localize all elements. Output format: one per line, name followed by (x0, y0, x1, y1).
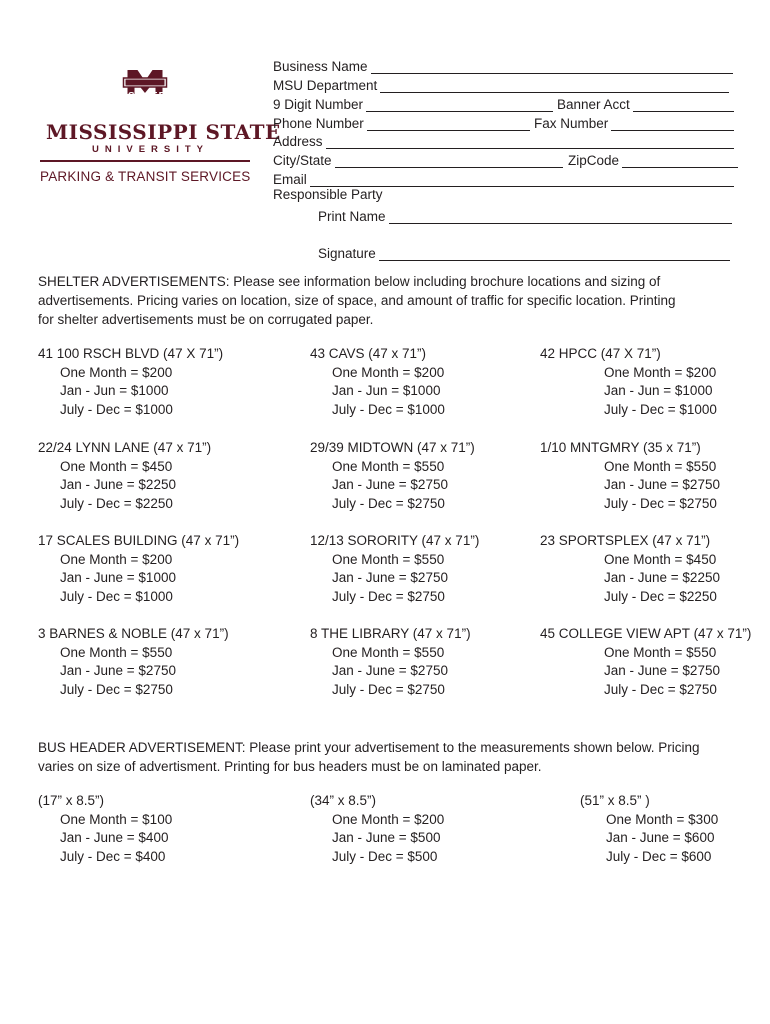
location-title: 29/39 MIDTOWN (47 x 71”) (310, 440, 475, 455)
price-line: Jan - June = $2750 (332, 663, 448, 679)
logo-divider (40, 160, 250, 162)
price-line: Jan - June = $2250 (60, 477, 176, 493)
digit-number-label: 9 Digit Number (273, 97, 364, 112)
price-line: Jan - June = $2750 (604, 663, 720, 679)
price-line: July - Dec = $1000 (604, 401, 717, 417)
price-line: One Month = $550 (332, 551, 445, 567)
price-line: One Month = $200 (60, 364, 173, 380)
location-title: 12/13 SORORITY (47 x 71”) (310, 533, 480, 548)
price-line: One Month = $200 (604, 364, 717, 380)
location-block (38, 792, 172, 866)
price-line: Jan - Jun = $1000 (60, 383, 169, 399)
location-title: 22/24 LYNN LANE (47 x 71”) (38, 440, 212, 455)
price-line: Jan - June = $400 (60, 830, 169, 846)
location-title: (17” x 8.5”) (38, 793, 105, 808)
location-block (38, 625, 229, 699)
price-line: Jan - June = $2750 (332, 477, 448, 493)
price-line: One Month = $100 (60, 811, 173, 827)
price-line: One Month = $200 (60, 551, 173, 567)
location-title: 1/10 MNTGMRY (35 x 71”) (540, 440, 701, 455)
zipcode-field[interactable] (568, 150, 738, 168)
price-line: July - Dec = $2750 (332, 681, 445, 697)
digit-number-field[interactable] (273, 94, 553, 112)
price-line: July - Dec = $2750 (604, 495, 717, 511)
price-line: One Month = $200 (332, 811, 445, 827)
price-line: One Month = $200 (332, 364, 445, 380)
location-title: 8 THE LIBRARY (47 x 71”) (310, 626, 471, 641)
price-line: One Month = $450 (60, 458, 173, 474)
address-label: Address (273, 134, 323, 149)
price-line: Jan - June = $600 (606, 830, 715, 846)
responsible-party-label: Responsible Party (273, 187, 383, 202)
price-line: July - Dec = $1000 (60, 588, 173, 604)
location-title: 3 BARNES & NOBLE (47 x 71”) (38, 626, 229, 641)
price-line: Jan - June = $2750 (332, 570, 448, 586)
location-block (540, 532, 720, 606)
price-line: Jan - June = $1000 (60, 570, 176, 586)
price-line: July - Dec = $2750 (332, 588, 445, 604)
msu-department-field[interactable] (273, 75, 729, 93)
signature-line[interactable] (379, 247, 730, 261)
email-line[interactable] (310, 173, 734, 187)
banner-acct-line[interactable] (633, 98, 734, 112)
location-title: 42 HPCC (47 X 71”) (540, 346, 661, 361)
city-state-line[interactable] (335, 154, 563, 168)
address-line[interactable] (326, 135, 734, 149)
msu-department-label: MSU Department (273, 78, 378, 93)
price-line: July - Dec = $1000 (60, 401, 173, 417)
location-block (38, 345, 223, 419)
signature-label: Signature (318, 246, 376, 261)
price-line: July - Dec = $600 (606, 848, 712, 864)
address-field[interactable] (273, 131, 734, 149)
msu-department-line[interactable] (380, 79, 729, 93)
bus-intro: BUS HEADER ADVERTISEMENT: Please print your advertisement to the measurements shown below. Pricing varies on size of advertisment. Printing for bus headers must be on laminated paper. (38, 740, 700, 774)
price-line: One Month = $550 (604, 644, 717, 660)
print-name-field[interactable] (318, 206, 732, 224)
price-line: Jan - June = $2250 (604, 570, 720, 586)
location-title: (51” x 8.5” ) (580, 793, 650, 808)
price-line: July - Dec = $2750 (332, 495, 445, 511)
location-block (580, 792, 718, 866)
location-block (310, 625, 471, 699)
location-block (38, 532, 239, 606)
phone-number-line[interactable] (367, 117, 530, 131)
logo-department: PARKING & TRANSIT SERVICES (40, 169, 251, 184)
email-label: Email (273, 172, 307, 187)
price-line: July - Dec = $2250 (604, 588, 717, 604)
price-line: Jan - Jun = $1000 (332, 383, 441, 399)
city-state-label: City/State (273, 153, 332, 168)
price-line: One Month = $550 (332, 458, 445, 474)
logo-university: UNIVERSITY (92, 144, 210, 155)
price-line: July - Dec = $2250 (60, 495, 173, 511)
banner-acct-field[interactable] (557, 94, 734, 112)
banner-acct-label: Banner Acct (557, 97, 630, 112)
location-title: 43 CAVS (47 x 71”) (310, 346, 427, 361)
location-title: 23 SPORTSPLEX (47 x 71”) (540, 533, 711, 548)
price-line: July - Dec = $2750 (60, 681, 173, 697)
zipcode-label: ZipCode (568, 153, 620, 168)
price-line: One Month = $550 (604, 458, 717, 474)
location-title: (34” x 8.5”) (310, 793, 377, 808)
price-line: July - Dec = $500 (332, 848, 438, 864)
price-line: July - Dec = $2750 (604, 681, 717, 697)
business-name-line[interactable] (371, 60, 733, 74)
location-block (310, 439, 475, 513)
location-block (310, 532, 479, 606)
location-block (540, 625, 751, 699)
price-line: July - Dec = $1000 (332, 401, 445, 417)
location-block (540, 345, 717, 419)
phone-number-label: Phone Number (273, 116, 364, 131)
price-line: One Month = $550 (60, 644, 173, 660)
email-field[interactable] (273, 169, 734, 187)
fax-number-line[interactable] (611, 117, 734, 131)
price-line: One Month = $550 (332, 644, 445, 660)
location-block (38, 439, 211, 513)
business-name-label: Business Name (273, 59, 368, 74)
price-line: Jan - June = $2750 (60, 663, 176, 679)
zipcode-line[interactable] (622, 154, 738, 168)
location-title: 45 COLLEGE VIEW APT (47 x 71”) (540, 626, 752, 641)
shelter-intro: SHELTER ADVERTISEMENTS: Please see information below including brochure locations and sizing of advertisements. Pricing varies on location, size of space, and amount of traffic for specific location. Printing for shelter advertisements must be on corrugated paper. (38, 274, 676, 327)
digit-number-line[interactable] (366, 98, 553, 112)
fax-number-label: Fax Number (534, 116, 609, 131)
business-name-field[interactable] (273, 56, 733, 74)
city-state-field[interactable] (273, 150, 563, 168)
location-block (310, 792, 444, 866)
print-name-line[interactable] (389, 210, 732, 224)
logo-name: MISSISSIPPI STATE (46, 120, 281, 144)
location-block (540, 439, 720, 513)
signature-field[interactable] (318, 243, 730, 261)
price-line: Jan - Jun = $1000 (604, 383, 713, 399)
price-line: One Month = $300 (606, 811, 719, 827)
location-title: 17 SCALES BUILDING (47 x 71”) (38, 533, 240, 548)
location-block (310, 345, 445, 419)
price-line: Jan - June = $500 (332, 830, 441, 846)
logo-badge-text: STATE (128, 91, 167, 102)
price-line: Jan - June = $2750 (604, 477, 720, 493)
price-line: July - Dec = $400 (60, 848, 166, 864)
location-title: 41 100 RSCH BLVD (47 X 71”) (38, 346, 224, 361)
phone-number-field[interactable] (273, 113, 530, 131)
price-line: One Month = $450 (604, 551, 717, 567)
fax-number-field[interactable] (534, 113, 734, 131)
print-name-label: Print Name (318, 209, 386, 224)
